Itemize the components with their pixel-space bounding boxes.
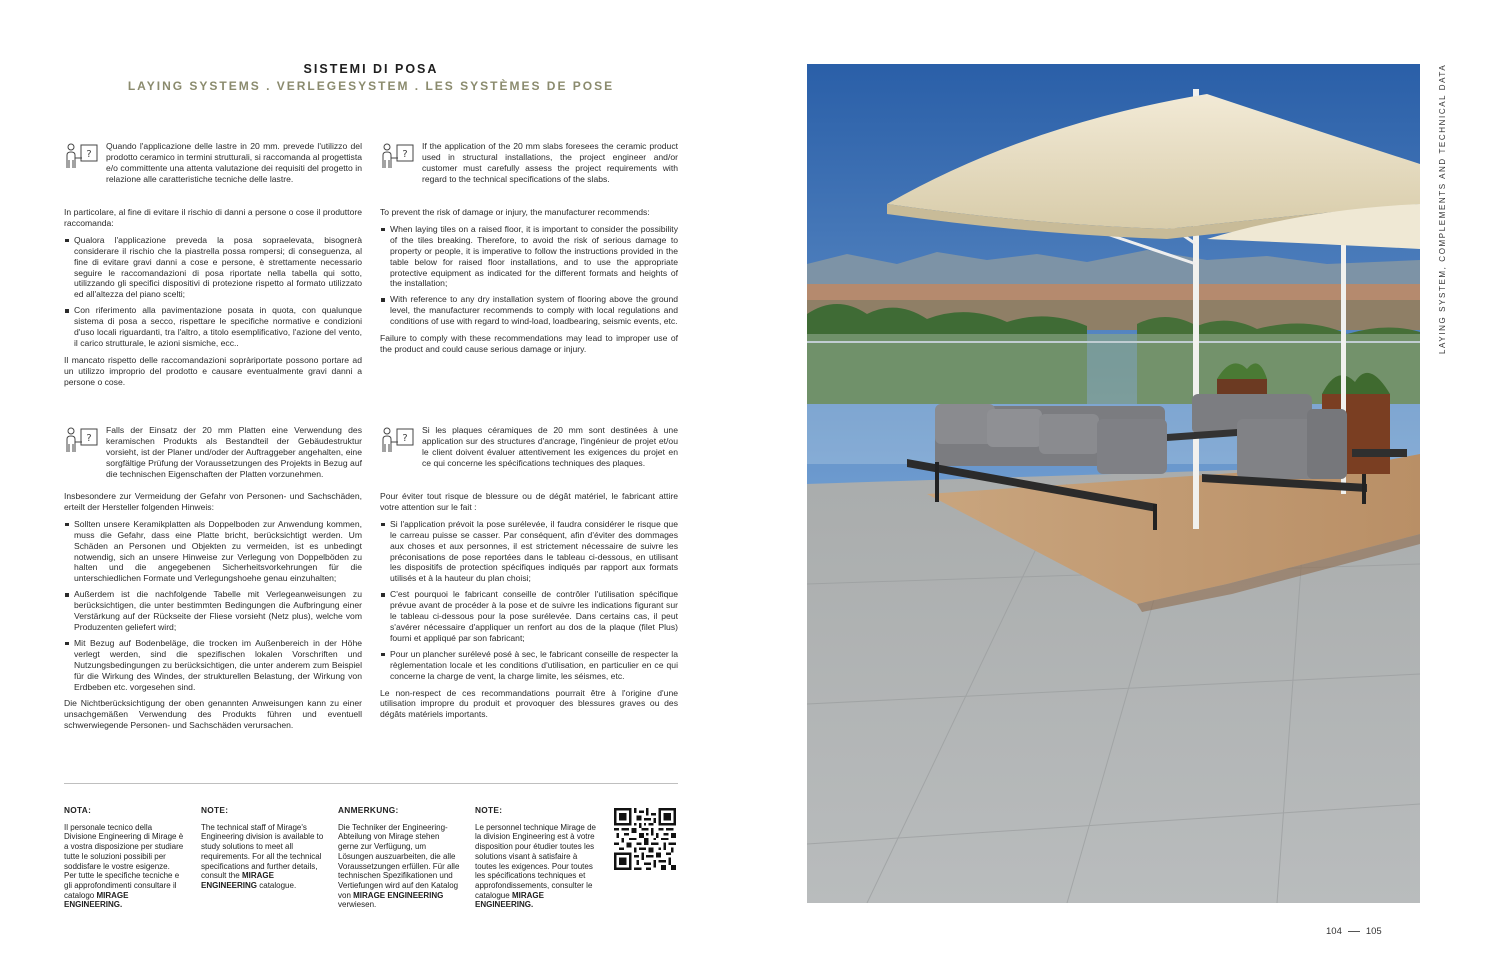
german-intro (64, 425, 362, 485)
german-bullet-list (64, 519, 362, 693)
list-item: Außerdem ist die nachfolgende Tabelle mit Verlegeanweisungen zu berücksichtigen, die unter bestimmten Bedingungen die Aufbringung einer Verstärkung auf der Rückseite der Fliese vorsieht (Netz plus), welche vom Produzenten geliefert wird; (64, 589, 362, 633)
note-catalog-name: MIRAGE ENGINEERING. (475, 890, 544, 910)
italian-intro-text: Quando l'applicazione delle lastre in 20 mm. prevede l'utilizzo del prodotto ceramico in termini strutturali, si raccomanda al progettista e/o committente una attenta valutazione dei requisiti del progetto in relazione alle caratteristiche tecniche delle lastre. (106, 141, 363, 184)
terrace-photo (807, 64, 1420, 903)
note-tail: catalogue. (259, 880, 297, 890)
page-title: SISTEMI DI POSA (303, 62, 439, 76)
engineer-question-icon (380, 425, 416, 455)
note-title: NOTE: (475, 805, 503, 815)
french-intro (380, 425, 678, 485)
italian-closing: Il mancato rispetto delle raccomandazioni sopràriportate possono portare ad un utilizzo improprio del prodotto e causare eventualmente gravi danni a persone o cose. (64, 354, 362, 387)
note-catalog-name: MIRAGE ENGINEERING (353, 890, 444, 900)
note-text: The technical staff of Mirage's Engineering division is available to study solutions to meet all requirements. For all the technical specifications and further details, consult the (201, 822, 324, 881)
french-column (380, 425, 678, 726)
note-german (338, 806, 462, 910)
german-closing: Die Nichtberücksichtigung der oben genannten Anweisungen kann zu einer unsachgemäßen Verwendung des Produkts führen und eventuell schwerwiegende Personen- und Sachschäden verursachen. (64, 698, 362, 731)
list-item: Mit Bezug auf Bodenbeläge, die trocken im Außenbereich in der Höhe verlegt werden, sind die spezifischen lokalen Vorschriften und Nutzungsbedingungen zu berücksichtigen, die unter anderem zum Beispiel für die Wirkung des Windes, der strukturellen Belastung, der Wirkung von Erdbeben etc. vorgesehen sind. (64, 638, 362, 693)
title-block (64, 62, 678, 93)
german-intro-text: Falls der Einsatz der 20 mm Platten eine Verwendung des keramischen Produkts als Bestandteil der Gebäudestruktur vorsieht, ist der Planer und/oder der Auftraggeber angehalten, eine sorgfältige Prüfung der Voraussetzungen des Projekts in Bezug auf die technischen Eigenschaften der Platten vorzunehmen. (106, 425, 362, 479)
svg-text:?: ? (86, 433, 92, 444)
note-text: Die Techniker der Engineering-Abteilung von Mirage stehen gerne zur Verfügung, um Lösungen auszuarbeiten, die alle Voraussetzungen erfüllen. Für alle technischen Spezifikationen und Vertiefungen wird auf den Katalog von (338, 822, 460, 900)
section-side-label: LAYING SYSTEM, COMPLEMENTS AND TECHNICAL DATA (1438, 63, 1447, 354)
note-title: NOTE: (201, 805, 229, 815)
svg-text:?: ? (402, 433, 408, 444)
english-intro-text: If the application of the 20 mm slabs foresees the ceramic product used in structural installations, the project engineer and/or customer must carefully assess the project requirements with regard to the technical specifications of the slabs. (422, 141, 678, 184)
engineer-question-icon (380, 141, 416, 171)
list-item: With reference to any dry installation system of flooring above the ground level, the manufacturer recommends to comply with local regulations and conditions of use with regard to wind-load, loadbearing, seismic events, etc. (380, 294, 678, 327)
page-number-separator (1348, 931, 1360, 932)
french-closing: Le non-respect de ces recommandations pourrait être à l'origine d'une utilisation impropre du produit et provoquer des blessures graves ou des dégâts matériels importants. (380, 687, 678, 720)
engineer-question-icon (64, 141, 100, 171)
list-item: Si l'application prévoit la pose surélevée, il faudra considérer le risque que le carreau puisse se casser. Par conséquent, afin d'éviter des dommages aux choses et aux personnes, il est strictement nécessaire de suivre les préconisations de pose reportées dans le tableau ci-dessous, en utilisant les dispositifs de protection spécifiques indiqués par rapport aux formats utilisés et à la hauteur du plan choisi; (380, 519, 678, 584)
note-english (201, 806, 325, 891)
italian-lead: In particolare, al fine di evitare il rischio di danni a persone o cose il produttore raccomanda: (64, 207, 362, 228)
english-intro (380, 141, 678, 201)
list-item: C'est pourquoi le fabricant conseille de contrôler l'utilisation spécifique prévue avant de procéder à la pose et de suivre les indications figurant sur le tableau ci-dessous pour la pose surélevée. Dans certains cas, il peut s'avérer nécessaire d'appliquer un renfort au dos de la plaque (filet Plus) fourni et appliqué par son fabricant; (380, 589, 678, 644)
english-bullet-list (380, 224, 678, 327)
note-title: ANMERKUNG: (338, 805, 399, 815)
note-french (475, 806, 599, 910)
german-lead: Insbesondere zur Vermeidung der Gefahr von Personen- und Sachschäden, erteilt der Hersteller folgenden Hinweis: (64, 491, 362, 512)
note-text: Il personale tecnico della Divisione Engineering di Mirage è a vostra disposizione per studiare tutte le soluzioni possibili per soddisfare le vostre esigenze. Per tutte le specifiche tecniche e gli approfondimenti consultare il catalogo (64, 822, 184, 900)
note-catalog-name: MIRAGE ENGINEERING (201, 871, 274, 890)
page-subtitle: LAYING SYSTEMS . VERLEGESYSTEM . LES SYSTÈMES DE POSE (127, 79, 615, 93)
list-item: Con riferimento alla pavimentazione posata in quota, con qualunque sistema di posa a secco, rispettare le specifiche normative e condizioni d'uso locali riguardanti, tra l'altro, a titolo esemplificativo, l'azione del vento, il carico strutturale, le azioni sismiche, ecc.. (64, 305, 362, 349)
page-numbers (1326, 926, 1382, 937)
italian-intro (64, 141, 362, 201)
qr-code[interactable] (614, 808, 676, 870)
german-column (64, 425, 362, 737)
svg-text:?: ? (402, 149, 408, 160)
french-bullet-list (380, 519, 678, 682)
engineer-question-icon (64, 425, 100, 455)
list-item: Sollten unsere Keramikplatten als Doppelboden zur Anwendung kommen, muss die Gefahr, dass eine Platte bricht, berücksichtigt werden. Um Schäden an Personen und Objekten zu vermeiden, ist es unbedingt notwendig, sich an unsere Hinweise zur Verlegung von Doppelböden zu halten und die angegebenen Sicherheitsvorkehrungen für die unterschiedlichen Formate und Verlegungshoehe genau einzuhalten; (64, 519, 362, 584)
list-item: Pour un plancher surélevé posé à sec, le fabricant conseille de respecter la règlementation locale et les conditions d'utilisation, en particulier en ce qui concerne la charge de vent, la charge limite, les séismes, etc. (380, 649, 678, 682)
page-number-left: 104 (1326, 926, 1342, 937)
svg-text:?: ? (86, 149, 92, 160)
english-column (380, 141, 678, 361)
english-closing: Failure to comply with these recommendations may lead to improper use of the product and could cause serious damage or injury. (380, 333, 678, 354)
note-tail: verwiesen. (338, 900, 377, 910)
english-lead: To prevent the risk of damage or injury, the manufacturer recommends: (380, 207, 650, 217)
french-lead: Pour éviter tout risque de blessure ou de dégât matériel, le fabricant attire votre attention sur le fait : (380, 491, 678, 512)
note-title: NOTA: (64, 805, 92, 815)
section-divider (64, 783, 678, 784)
list-item: When laying tiles on a raised floor, it is important to consider the possibility of the tiles breaking. Therefore, to avoid the risk of serious damage to property or people, it is imperative to follow the instructions provided in the table below for raised floor installations, and to use the appropriate protective equipment as indicated for the different formats and heights of the installation; (380, 224, 678, 289)
note-catalog-name: MIRAGE ENGINEERING. (64, 890, 129, 910)
italian-column (64, 141, 362, 394)
french-intro-text: Si les plaques céramiques de 20 mm sont destinées à une application sur des structures d'ancrage, l'ingénieur de projet et/ou le client doivent évaluer attentivement les exigences du projet en ce qui concerne les spécifications techniques des plaques. (422, 425, 678, 468)
italian-bullet-list (64, 235, 362, 349)
note-text: Le personnel technique Mirage de la division Engineering est à votre disposition pour étudier toutes les solutions visant à satisfaire à toutes les exigences. Pour toutes les spécifications techniques et approfondissements, consulter le catalogue (475, 822, 596, 900)
note-italian (64, 806, 184, 910)
list-item: Qualora l'applicazione preveda la posa sopraelevata, bisognerà considerare il rischio che la piastrella possa rompersi; di conseguenza, al fine di evitare gravi danni a cose e persone, è strettamente necessario seguire le raccomandazioni di posa riportate nella tabella qui sotto, utilizzando gli specifici dispositivi di protezione rispetto al formato utilizzato ed all'altezza del piano scelti; (64, 235, 362, 300)
page-number-right: 105 (1365, 926, 1382, 937)
